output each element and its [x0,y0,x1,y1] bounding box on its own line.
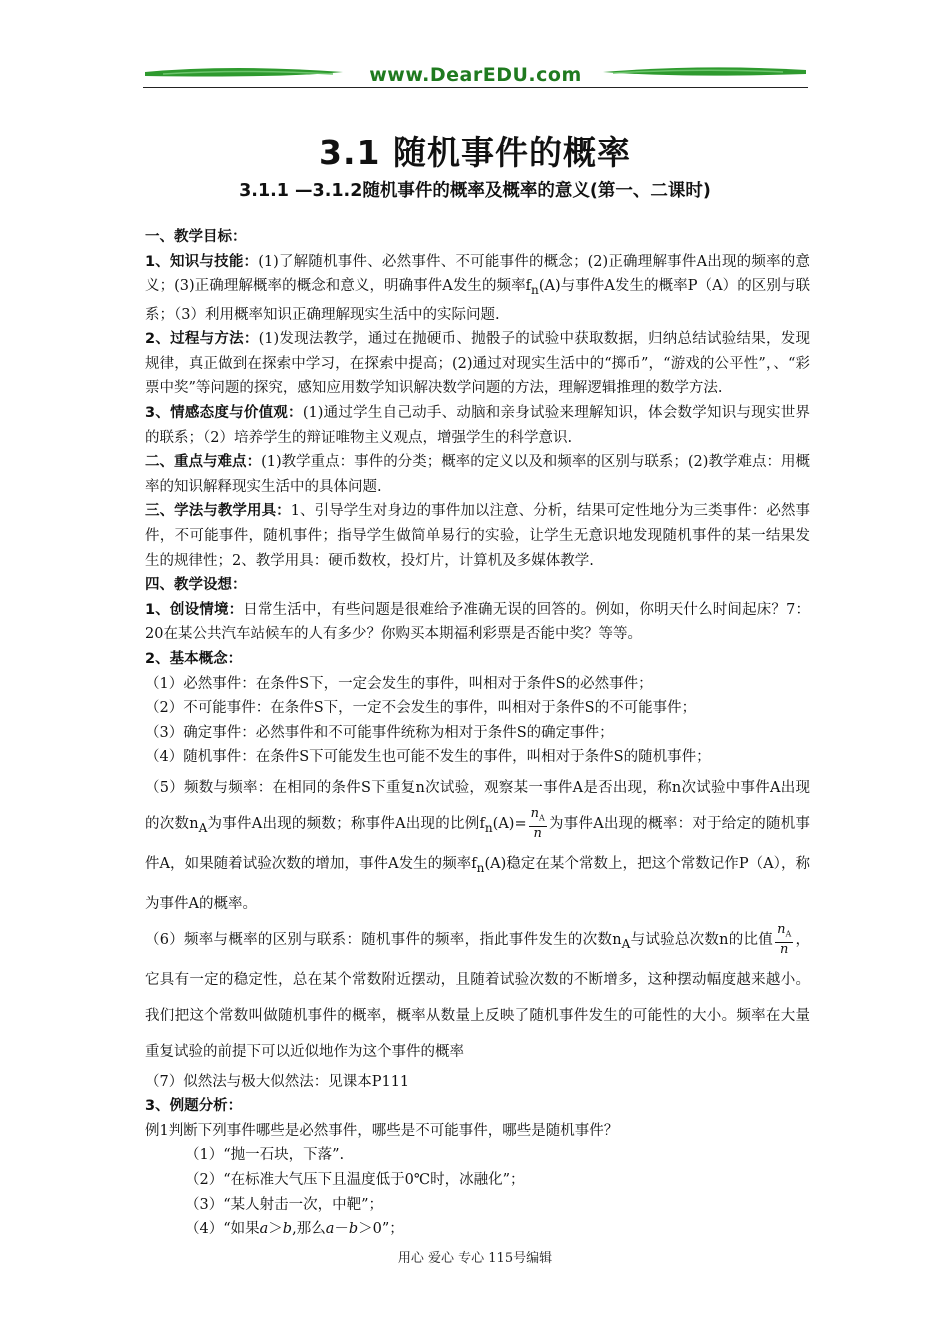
keypoints-label: 二、重点与难点： [145,454,262,471]
emotion-text: (1)通过学生自己动手、动脑和亲身试验来理解知识，体会数学知识与现实世界的联系；（2）培养学生的辩证唯物主义观点，增强学生的科学意识. [145,405,810,446]
knowledge-text-a: (1)了解随机事件、必然事件、不可能事件的概念；(2)正确理解事件A出现的频率的意义；(3)正确理解概率的概念和意义，明确事件A发生的频率f [145,253,810,295]
concept-3: （3）确定事件：必然事件和不可能事件统称为相对于条件S的确定事件； [145,724,614,741]
concept-5-sub-a: A [198,820,208,835]
concept-5-sub-n2: n [476,860,485,875]
section-design-heading: 四、教学设想： [145,577,247,594]
concept-4: （4）随机事件：在条件S下可能发生也可能不发生的事件，叫相对于条件S的随机事件； [145,749,711,766]
concept-5 [145,770,810,922]
concept-5-sub-n: n [484,820,493,835]
section-goals-heading: 一、教学目标： [145,229,247,245]
header-rule [143,87,808,88]
methods-label: 三、学法与教学用具： [145,503,291,520]
example-4-var-c: a [325,1221,335,1238]
concept-5-text-c: (A)= [492,815,527,832]
knowledge-text-b: (A)与事件A发生的概率P（A）的区别与联系；（3）利用概率知识正确理解现实生活中的实际问题. [145,278,810,323]
example-4-text-a: （4）“如果 [185,1221,260,1238]
example-4-text-c: ,那么 [292,1221,326,1238]
example-4-text-e: ＞0”； [358,1221,404,1238]
example-heading: 3、例题分析： [145,1098,243,1115]
keypoints-paragraph [145,450,810,499]
example-4-var-d: b [348,1221,359,1238]
fraction-numerator-sub: A [538,813,545,823]
fraction-numerator: n [530,806,539,822]
methods-paragraph [145,499,810,573]
concept-6-text-b: 与试验总次数n的比值 [630,931,774,948]
ratio-numerator: n [777,921,786,937]
example-4-var-b: b [282,1221,293,1238]
example-4-text-d: － [334,1221,349,1238]
concept-6-sub-a: A [621,936,631,951]
concept-7: （7）似然法与极大似然法：见课本P111 [145,1073,410,1090]
ratio-fraction [775,923,793,957]
example-item-3: （3）“某人射击一次，中靶”； [185,1196,384,1213]
process-label: 2、过程与方法： [145,331,259,348]
knowledge-sub: n [531,283,539,298]
process-paragraph [145,327,810,401]
concept-2: （2）不可能事件：在条件S下，一定不会发生的事件，叫相对于条件S的不可能事件； [145,700,697,717]
example-4-text-b: ＞ [268,1221,283,1238]
fraction-denominator: n [533,825,542,841]
concept-5-text-b: 为事件A出现的频数；称事件A出现的比例f [207,815,485,832]
process-text: (1)发现法教学，通过在抛硬币、抛骰子的试验中获取数据，归纳总结试验结果，发现规律，真正做到在探索中学习，在探索中提高；(2)通过对现实生活中的“掷币”，“游戏的公平性”，、“彩票中奖”等问题的探究，感知应用数学知识解决数学问题的方法，理解逻辑推理的数学方法. [145,331,810,397]
knowledge-paragraph [145,250,810,328]
ratio-numerator-sub: A [785,929,792,939]
example-4-var-a: a [259,1221,269,1238]
concept-6-text-c: ，它具有一定的稳定性，总在某个常数附近摆动，且随着试验次数的不断增多，这种摆动幅度越来越小。我们把这个常数叫做随机事件的概率，概率从数量上反映了随机事件发生的可能性的大小。频率在大量重复试验的前提下可以近似地作为这个事件的概率 [145,931,811,1060]
emotion-paragraph [145,401,810,450]
scene-label: 1、创设情境： [145,601,244,618]
concept-heading: 2、基本概念： [145,650,243,667]
example-intro: 例1判断下列事件哪些是必然事件，哪些是不可能事件，哪些是随机事件？ [145,1122,619,1139]
concept-5-text-d: 为事件A出现的概率：对于给定的随机事件A，如果随着试验次数的增加，事件A发生的频率f [145,815,811,872]
site-logo-text[interactable]: www.DearEDU.com [369,64,582,86]
ratio-denominator: n [779,941,789,957]
concept-5-text-e: (A)稳定在某个常数上，把这个常数记作P（A），称为事件A的概率。 [145,855,811,912]
emotion-label: 3、情感态度与价值观： [145,405,303,422]
page-subtitle: 3.1.1 —3.1.2随机事件的概率及概率的意义(第一、二课时) [239,181,711,201]
concept-6-text-a: （6）频率与概率的区别与联系：随机事件的频率，指此事件发生的次数n [145,931,622,948]
keypoints-text: (1)教学重点：事件的分类；概率的定义以及和频率的区别与联系；(2)教学难点：用概率的知识解释现实生活中的具体问题. [145,454,810,495]
scene-text: 日常生活中，有些问题是很难给予准确无误的回答的。例如，你明天什么时间起床？7：20在某公共汽车站候车的人有多少？你购买本期福利彩票是否能中奖？等等。 [145,601,810,643]
knowledge-label: 1、知识与技能： [145,253,259,270]
frequency-fraction [529,807,547,841]
page-title: 3.1 随机事件的概率 [319,133,631,172]
concept-5-text-a: （5）频数与频率：在相同的条件S下重复n次试验，观察某一事件A是否出现，称n次试验中事件A出现的次数n [145,779,810,832]
page-footer: 用心 爱心 专心 115号编辑 [397,1251,553,1266]
concept-1: （1）必然事件：在条件S下，一定会发生的事件，叫相对于条件S的必然事件； [145,675,653,692]
methods-text: 1、引导学生对身边的事件加以注意、分析，结果可定性地分为三类事件：必然事件，不可能事件，随机事件；指导学生做简单易行的实验，让学生无意识地发现随机事件的某一结果发生的规律性；2、教学用具：硬币数枚，投灯片，计算机及多媒体教学. [145,503,810,569]
concept-6 [145,922,810,1070]
example-item-4 [145,1217,810,1242]
example-item-2: （2）“在标准大气压下且温度低于0℃时，冰融化”； [185,1172,525,1188]
document-body [145,225,810,1242]
example-item-1: （1）“抛一石块，下落”. [185,1147,345,1164]
scene-paragraph [145,598,810,647]
